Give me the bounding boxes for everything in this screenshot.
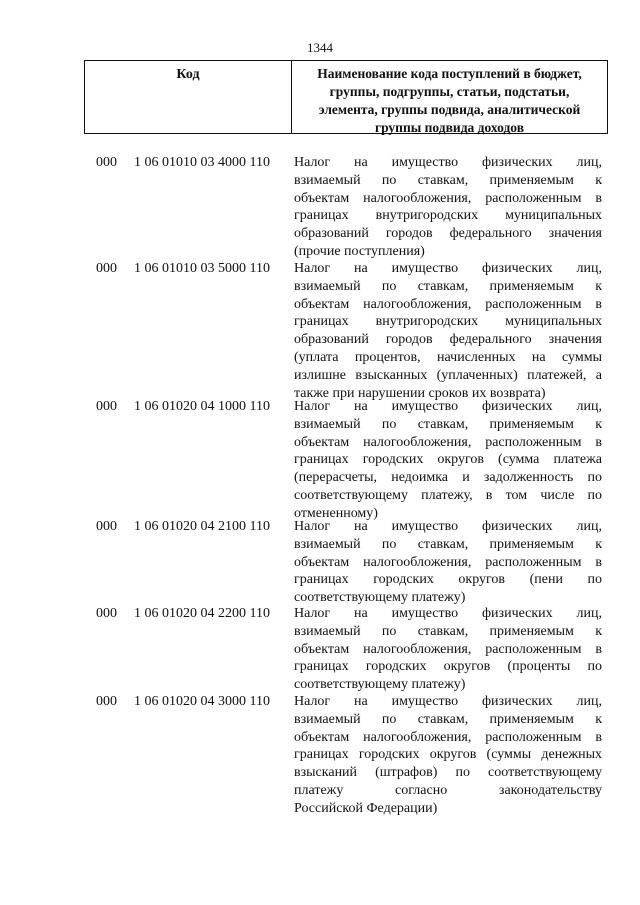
row-description xyxy=(294,154,602,261)
description-line: Налог на имущество физических лиц, xyxy=(294,519,602,534)
row-admin-code: 000 xyxy=(96,261,117,276)
page-number: 1344 xyxy=(307,40,333,55)
description-line: отмененному) xyxy=(294,505,378,521)
description-line: взимаемый по ставкам, применяемым к xyxy=(294,416,602,432)
description-line: Налог на имущество физических лиц, xyxy=(294,694,602,709)
description-line: образований городов федерального значения xyxy=(294,332,602,348)
description-line: взысканий (штрафов) по соответствующему xyxy=(294,765,602,781)
description-line: взимаемый по ставкам, применяемым к xyxy=(294,172,602,188)
row-description xyxy=(294,693,602,818)
description-line: взимаемый по ставкам, применяемым к xyxy=(294,536,602,552)
description-line: границах городских округов (сумма платежа xyxy=(294,452,602,468)
description-line: соответствующему платежу) xyxy=(294,677,466,693)
description-line: также при нарушении сроков их возврата) xyxy=(294,385,546,401)
description-line: объектам налогообложения, расположенным в xyxy=(294,729,602,745)
row-admin-code: 000 xyxy=(96,519,117,534)
header-name-line: группы, подгруппы, статьи, подстатьи, xyxy=(329,84,570,99)
row-admin-code: 000 xyxy=(96,399,117,414)
row-description xyxy=(294,398,602,523)
description-line: Налог на имущество физических лиц, xyxy=(294,155,602,170)
description-line: объектам налогообложения, расположенным в xyxy=(294,190,602,206)
description-line: Налог на имущество физических лиц, xyxy=(294,399,602,414)
description-line: объектам налогообложения, расположенным в xyxy=(294,434,602,450)
row-description xyxy=(294,605,602,694)
row-revenue-code: 1 06 01020 04 2200 110 xyxy=(134,606,270,621)
description-line: Налог на имущество физических лиц, xyxy=(294,261,602,276)
description-line: соответствующему платежу, в том числе по xyxy=(294,487,602,503)
description-line: объектам налогообложения, расположенным в xyxy=(294,641,602,657)
description-line: Налог на имущество физических лиц, xyxy=(294,606,602,621)
description-line: излишне взысканных (уплаченных) платежей, а xyxy=(294,367,602,383)
description-line: (уплата процентов, начисленных на суммы xyxy=(294,349,602,365)
row-revenue-code: 1 06 01010 03 5000 110 xyxy=(134,261,270,276)
row-admin-code: 000 xyxy=(96,694,117,709)
row-revenue-code: 1 06 01020 04 2100 110 xyxy=(134,519,270,534)
description-line: взимаемый по ставкам, применяемым к xyxy=(294,623,602,639)
description-line: Российской Федерации) xyxy=(294,800,438,816)
description-line: платежу согласно законодательству xyxy=(294,782,602,798)
description-line: границах городских округов (проценты по xyxy=(294,659,602,675)
description-line: взимаемый по ставкам, применяемым к xyxy=(294,711,602,727)
description-line: образований городов федерального значения xyxy=(294,226,602,242)
description-line: границах внутригородских муниципальных xyxy=(294,208,602,224)
row-revenue-code: 1 06 01020 04 1000 110 xyxy=(134,399,270,414)
description-line: взимаемый по ставкам, применяемым к xyxy=(294,278,602,294)
description-line: границах городских округов (пени по xyxy=(294,572,602,588)
header-name-line: группы подвида доходов xyxy=(374,120,525,135)
header-code-label: Код xyxy=(85,61,292,133)
row-description xyxy=(294,260,602,402)
header-name-line: Наименование кода поступлений в бюджет, xyxy=(317,66,582,81)
row-description xyxy=(294,518,602,607)
description-line: соответствующему платежу) xyxy=(294,590,466,606)
description-line: границах внутригородских муниципальных xyxy=(294,314,602,330)
row-revenue-code: 1 06 01020 04 3000 110 xyxy=(134,694,270,709)
row-admin-code: 000 xyxy=(96,606,117,621)
row-revenue-code: 1 06 01010 03 4000 110 xyxy=(134,155,270,170)
description-line: объектам налогообложения, расположенным в xyxy=(294,554,602,570)
row-admin-code: 000 xyxy=(96,155,117,170)
header-name-line: элемента, группы подвида, аналитической xyxy=(318,102,581,117)
description-line: (прочие поступления) xyxy=(294,243,425,259)
description-line: (перерасчеты, недоимка и задолженность по xyxy=(294,470,602,486)
description-line: границах городских округов (суммы денежных xyxy=(294,747,602,763)
description-line: объектам налогообложения, расположенным в xyxy=(294,296,602,312)
